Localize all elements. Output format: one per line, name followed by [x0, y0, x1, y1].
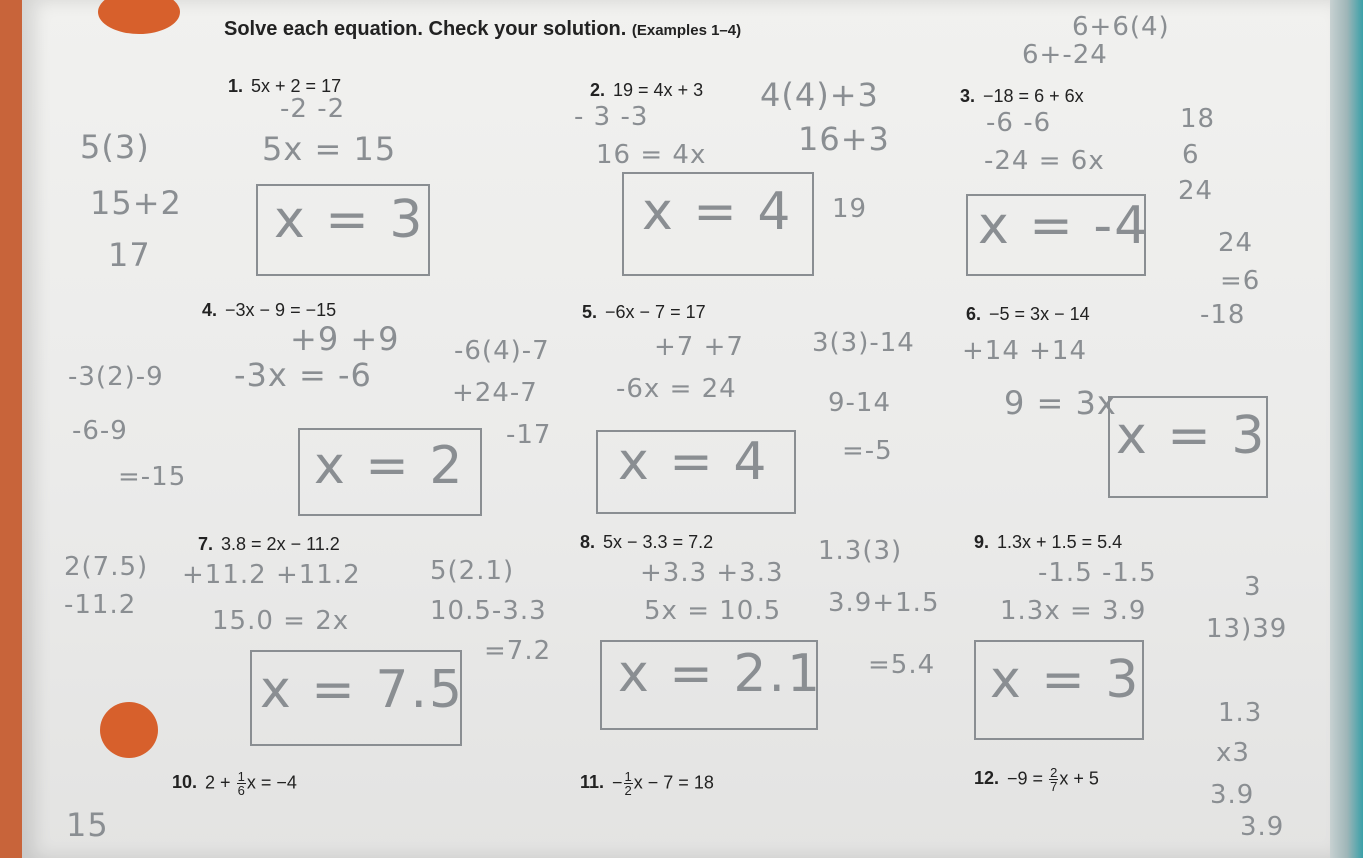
handwriting-check: 9-14: [828, 388, 892, 418]
handwriting-step: +11.2 +11.2: [182, 560, 361, 590]
handwriting-step: 16 = 4x: [596, 140, 707, 170]
handwriting-work: 24: [1178, 176, 1214, 206]
handwriting-step: 1.3x = 3.9: [1000, 596, 1147, 626]
handwriting-work: 1.3: [1218, 698, 1263, 728]
fraction-denominator: 2: [624, 783, 632, 798]
handwriting-check: 19: [832, 194, 868, 224]
problem-10: [172, 770, 297, 797]
handwriting-work: -18: [1200, 300, 1246, 330]
handwriting-answer: x = 7.5: [260, 660, 465, 720]
handwriting-work: 3.9: [1210, 780, 1255, 810]
equation-prefix: −9 =: [1007, 768, 1044, 789]
equation-prefix: 2 +: [205, 772, 231, 793]
handwriting-check: 1.3(3): [818, 536, 903, 566]
problem-4: [202, 300, 336, 321]
fraction-numerator: 2: [1050, 765, 1058, 780]
handwriting-step: +7 +7: [654, 332, 744, 362]
handwriting-check: -6(4)-7: [454, 336, 550, 366]
punch-hole-bottom: [100, 702, 158, 758]
handwriting-check: 5(3): [80, 128, 150, 166]
problem-equation: 3.8 = 2x − 11.2: [221, 534, 340, 554]
fraction-denominator: 7: [1050, 779, 1058, 794]
problem-equation: −6x − 7 = 17: [605, 302, 706, 322]
problem-equation: 1.3x + 1.5 = 5.4: [997, 532, 1123, 552]
problem-equation: 5x + 2 = 17: [251, 76, 342, 96]
handwriting-answer: x = -4: [978, 196, 1150, 256]
problem-number: 11.: [580, 772, 605, 793]
handwriting-check: =7.2: [484, 636, 552, 666]
handwriting-step: -24 = 6x: [984, 146, 1105, 176]
handwriting-answer: x = 3: [1116, 406, 1267, 466]
handwriting-step: +14 +14: [962, 336, 1088, 366]
handwriting-check: =-5: [842, 436, 893, 466]
problem-9: [974, 532, 1122, 553]
problem-6: [966, 304, 1090, 325]
fraction: [1049, 766, 1058, 793]
handwriting-check: -6-9: [72, 416, 128, 446]
problem-number: 4.: [202, 300, 218, 320]
handwriting-check: -11.2: [64, 590, 137, 620]
problem-number: 2.: [590, 80, 606, 100]
problem-2: [590, 80, 703, 101]
handwriting-note: 6+6(4): [1072, 12, 1170, 42]
handwriting-step: -1.5 -1.5: [1038, 558, 1157, 588]
handwriting-note: 6+-24: [1022, 40, 1108, 70]
problem-8: [580, 532, 713, 553]
handwriting-check: -17: [506, 420, 552, 450]
handwriting-work: 3: [1244, 572, 1262, 602]
problem-number: 12.: [974, 768, 1000, 789]
handwriting-check: 5(2.1): [430, 556, 515, 586]
handwriting-note: 15: [66, 806, 109, 844]
problem-number: 9.: [974, 532, 990, 552]
handwriting-answer: x = 3: [990, 650, 1141, 710]
handwriting-step: - 3 -3: [574, 102, 649, 132]
handwriting-check: 15+2: [90, 184, 182, 222]
handwriting-answer: x = 4: [618, 432, 769, 492]
handwriting-step: -6x = 24: [616, 374, 737, 404]
punch-hole-top: [98, 0, 180, 34]
problem-12: [974, 766, 1099, 793]
problem-7: [198, 534, 340, 555]
problem-equation: −18 = 6 + 6x: [983, 86, 1084, 106]
problem-equation: −5 = 3x − 14: [989, 304, 1090, 324]
problem-11: [580, 770, 714, 797]
handwriting-check: 4(4)+3: [760, 76, 879, 114]
equation-suffix: x + 5: [1059, 768, 1099, 789]
problem-equation: 5x − 3.3 = 7.2: [603, 532, 714, 552]
problem-3: [960, 86, 1084, 107]
handwriting-work: 13)39: [1206, 614, 1288, 644]
handwriting-step: +9 +9: [290, 320, 400, 358]
problem-equation: −3x − 9 = −15: [225, 300, 337, 320]
equation-suffix: x − 7 = 18: [633, 772, 714, 793]
fraction-numerator: 1: [237, 769, 245, 784]
handwriting-work: =6: [1220, 266, 1261, 296]
fraction: [237, 770, 246, 797]
handwriting-step: 15.0 = 2x: [212, 606, 350, 636]
problem-number: 1.: [228, 76, 244, 96]
handwriting-check: 3.9+1.5: [828, 588, 940, 618]
worksheet-title: [224, 18, 741, 41]
handwriting-answer: x = 2: [314, 436, 465, 496]
handwriting-work: 18: [1180, 104, 1216, 134]
handwriting-check: 2(7.5): [64, 552, 149, 582]
worksheet-paper: [22, 0, 1330, 858]
problem-number: 7.: [198, 534, 214, 554]
handwriting-step: +3.3 +3.3: [640, 558, 784, 588]
problem-number: 8.: [580, 532, 596, 552]
equation-prefix: −: [612, 772, 623, 793]
handwriting-check: -3(2)-9: [68, 362, 164, 392]
handwriting-work: x3: [1216, 738, 1250, 768]
handwriting-step: 5x = 10.5: [644, 596, 782, 626]
problem-number: 10.: [172, 772, 198, 793]
title-examples: (Examples 1–4): [631, 22, 742, 39]
handwriting-check: 3(3)-14: [812, 328, 915, 358]
handwriting-answer: x = 3: [274, 190, 425, 250]
title-text: Solve each equation. Check your solution.: [224, 18, 627, 40]
handwriting-step: 9 = 3x: [1004, 384, 1117, 422]
problem-number: 5.: [582, 302, 598, 322]
handwriting-work: 24: [1218, 228, 1254, 258]
equation-suffix: x = −4: [246, 772, 297, 793]
fraction: [624, 770, 633, 797]
handwriting-work: 3.9: [1240, 812, 1285, 842]
handwriting-step: 5x = 15: [262, 130, 397, 168]
handwriting-check: =-15: [118, 462, 187, 492]
handwriting-step: -3x = -6: [234, 356, 372, 394]
handwriting-step: -2 -2: [280, 94, 346, 124]
problem-equation: 19 = 4x + 3: [613, 80, 704, 100]
handwriting-check: 10.5-3.3: [430, 596, 547, 626]
problem-number: 6.: [966, 304, 982, 324]
handwriting-step: -6 -6: [986, 108, 1052, 138]
handwriting-check: =5.4: [868, 650, 936, 680]
problem-5: [582, 302, 706, 323]
handwriting-check: 17: [108, 236, 151, 274]
handwriting-check: 16+3: [798, 120, 890, 158]
problem-number: 3.: [960, 86, 976, 106]
handwriting-work: 6: [1182, 140, 1200, 170]
fraction-denominator: 6: [237, 783, 245, 798]
handwriting-answer: x = 2.1: [618, 644, 823, 704]
handwriting-check: +24-7: [452, 378, 538, 408]
fraction-numerator: 1: [624, 769, 632, 784]
handwriting-answer: x = 4: [642, 182, 793, 242]
